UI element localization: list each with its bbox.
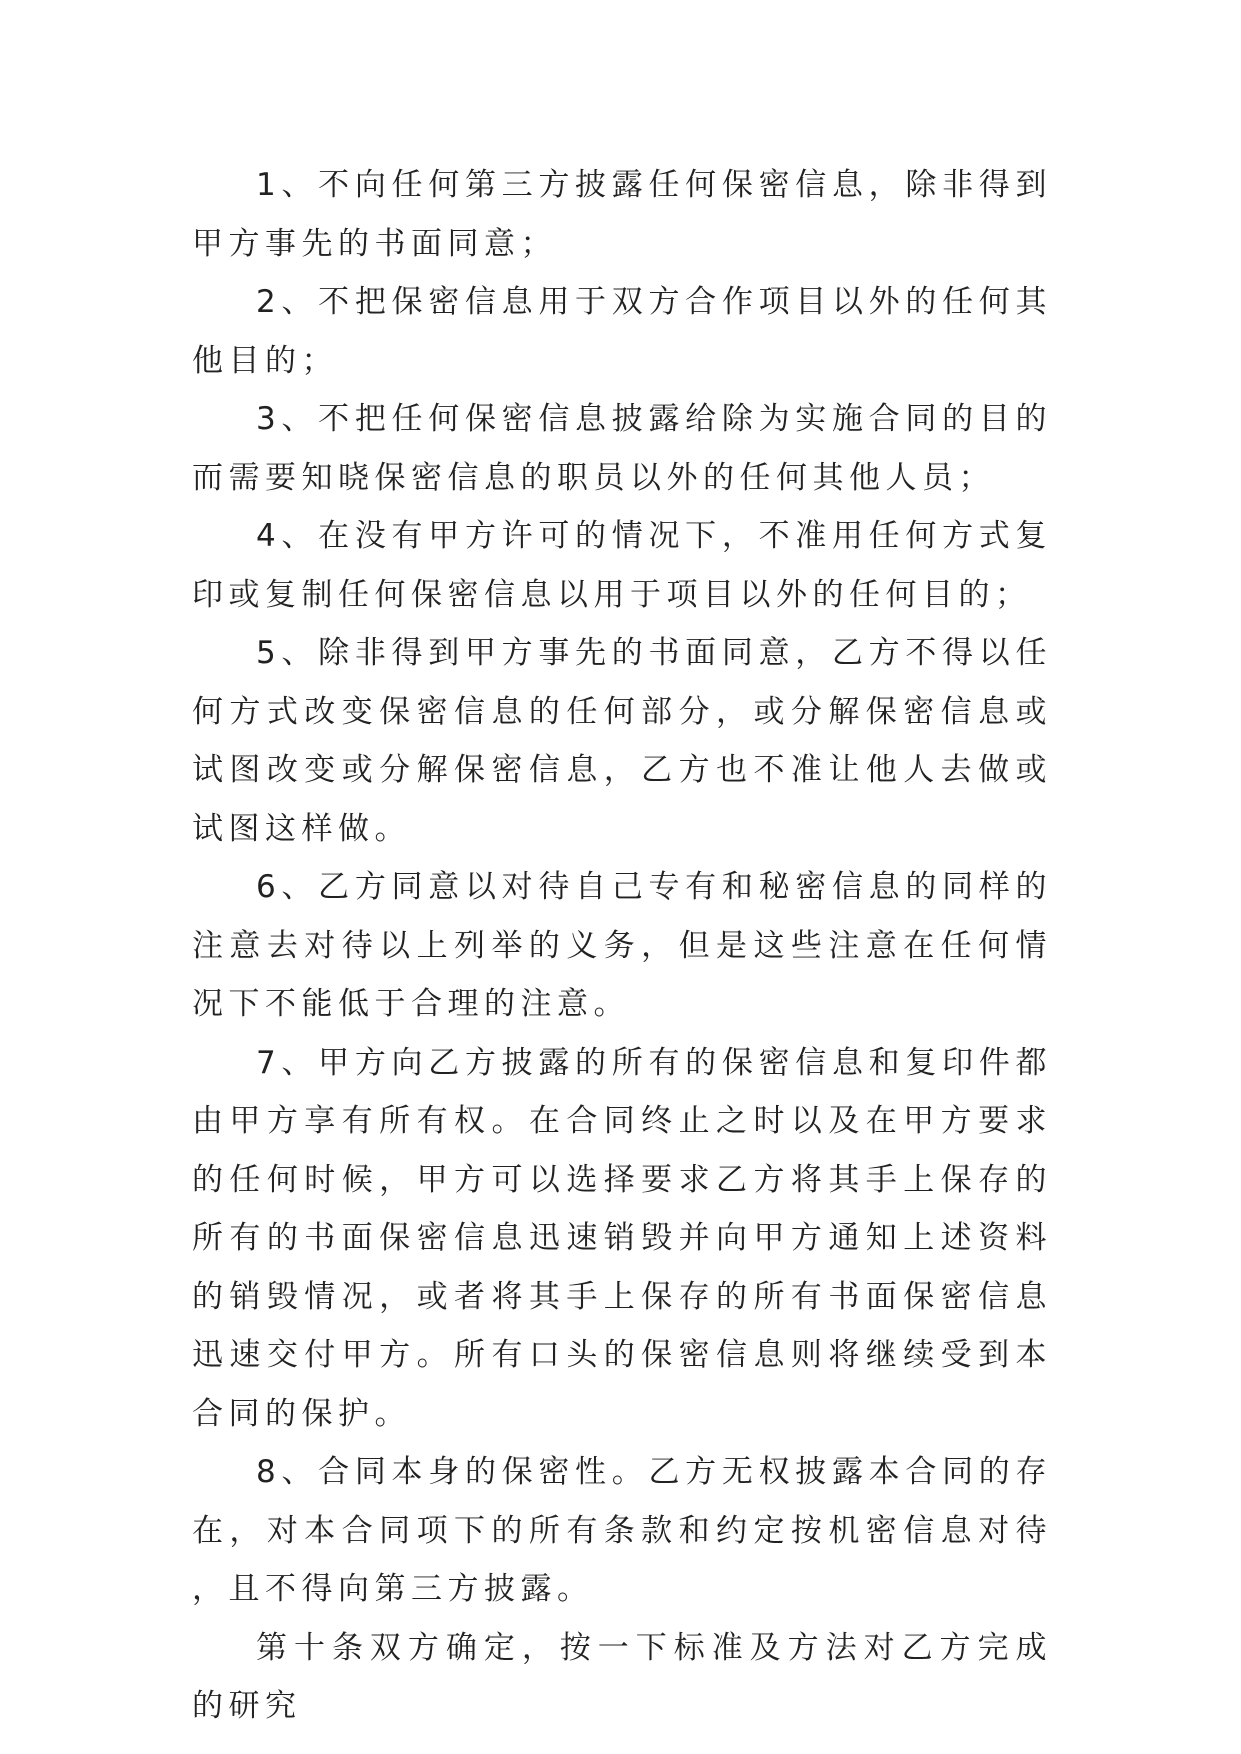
document-body [192, 156, 1052, 1736]
clause-7: 7、甲方向乙方披露的所有的保密信息和复印件都由甲方享有所有权。在合同终止之时以及在甲方要求的任何时候，甲方可以选择要求乙方将其手上保存的所有的书面保密信息迅速销毁并向甲方通知上述资料的销毁情况，或者将其手上保存的所有书面保密信息迅速交付甲方。所有口头的保密信息则将继续受到本合同的保护。 [192, 1044, 1052, 1432]
clause-3: 3、不把任何保密信息披露给除为实施合同的目的而需要知晓保密信息的职员以外的任何其他人员； [192, 401, 1052, 496]
clause-4: 4、在没有甲方许可的情况下，不准用任何方式复印或复制任何保密信息以用于项目以外的任何目的； [192, 518, 1052, 613]
clause-2: 2、不把保密信息用于双方合作项目以外的任何其他目的； [192, 284, 1052, 379]
clause-8: 8、合同本身的保密性。乙方无权披露本合同的存在，对本合同项下的所有条款和约定按机密信息对待，且不得向第三方披露。 [192, 1454, 1052, 1607]
article-10-start: 第十条双方确定，按一下标准及方法对乙方完成的研究 [192, 1629, 1052, 1724]
clause-6: 6、乙方同意以对待自己专有和秘密信息的同样的注意去对待以上列举的义务，但是这些注意在任何情况下不能低于合理的注意。 [192, 869, 1052, 1022]
clause-5: 5、除非得到甲方事先的书面同意，乙方不得以任何方式改变保密信息的任何部分，或分解保密信息或试图改变或分解保密信息，乙方也不准让他人去做或试图这样做。 [192, 635, 1052, 847]
clause-1: 1、不向任何第三方披露任何保密信息，除非得到甲方事先的书面同意； [192, 167, 1052, 262]
